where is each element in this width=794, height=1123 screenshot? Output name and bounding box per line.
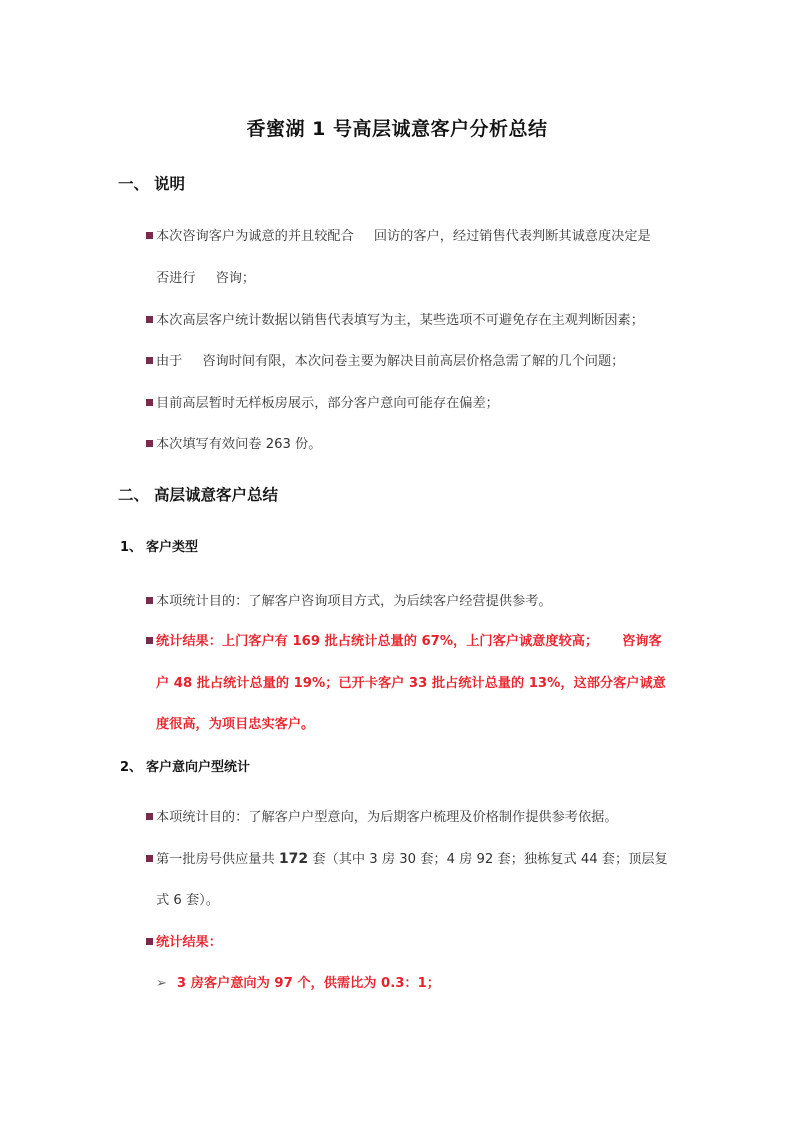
document-title: 香蜜湖 1 号高层诚意客户分析总结 [246, 118, 548, 140]
result-text: 统计结果：上门客户有 169 批占统计总量的 67%，上门客户诚意度较高； 咨询客 [146, 630, 662, 649]
square-bullet-icon [146, 357, 153, 364]
square-bullet-icon [146, 597, 153, 604]
list-item: 第一批房号供应量共 172 套（其中 3 房 30 套；4 房 92 套；独栋复式 44 套；顶层复 [146, 848, 668, 867]
section-heading-2 [118, 483, 278, 505]
subsection-heading-2: 2、 客户意向户型统计 [120, 760, 251, 775]
square-bullet-icon [146, 813, 153, 820]
list-item: 本次高层客户统计数据以销售代表填写为主，某些选项不可避免存在主观判断因素； [146, 309, 644, 328]
list-item: 本次咨询客户为诚意的并且较配合 回访的客户，经过销售代表判断其诚意度决定是 [146, 225, 651, 244]
list-item-continuation: 否进行 咨询； [156, 271, 256, 286]
list-item: 本项统计目的：了解客户户型意向，为后期客户梳理及价格制作提供参考依据。 [146, 806, 618, 825]
square-bullet-icon [146, 399, 153, 406]
arrow-bullet-icon: ➢ [156, 976, 167, 991]
square-bullet-icon [146, 316, 153, 323]
list-item: 本项统计目的：了解客户咨询项目方式，为后续客户经营提供参考。 [146, 590, 552, 609]
section-title: 说明 [154, 175, 186, 193]
section-number: 二、 [118, 486, 150, 504]
square-bullet-icon [146, 440, 153, 447]
square-bullet-icon [146, 637, 153, 644]
result-label: 统计结果： [146, 931, 222, 950]
section-number: 一、 [118, 175, 150, 193]
list-item-continuation: 式 6 套）。 [156, 893, 219, 908]
square-bullet-icon [146, 855, 153, 862]
square-bullet-icon [146, 938, 153, 945]
result-subitem: ➢ 3 房客户意向为 97 个，供需比为 0.3：1； [156, 976, 440, 991]
square-bullet-icon [146, 232, 153, 239]
result-text-continuation: 户 48 批占统计总量的 19%；已开卡客户 33 批占统计总量的 13%，这部分客户诚意 [156, 676, 666, 691]
list-item: 目前高层暂时无样板房展示，部分客户意向可能存在偏差； [146, 392, 499, 411]
list-item: 由于 咨询时间有限，本次问卷主要为解决目前高层价格急需了解的几个问题； [146, 350, 624, 369]
section-heading-1 [118, 172, 185, 194]
section-title: 高层诚意客户总结 [154, 486, 279, 504]
result-text-continuation: 度很高，为项目忠实客户。 [156, 717, 315, 732]
subsection-heading-1: 1、 客户类型 [120, 540, 199, 555]
list-item: 本次填写有效问卷 263 份。 [146, 433, 321, 452]
